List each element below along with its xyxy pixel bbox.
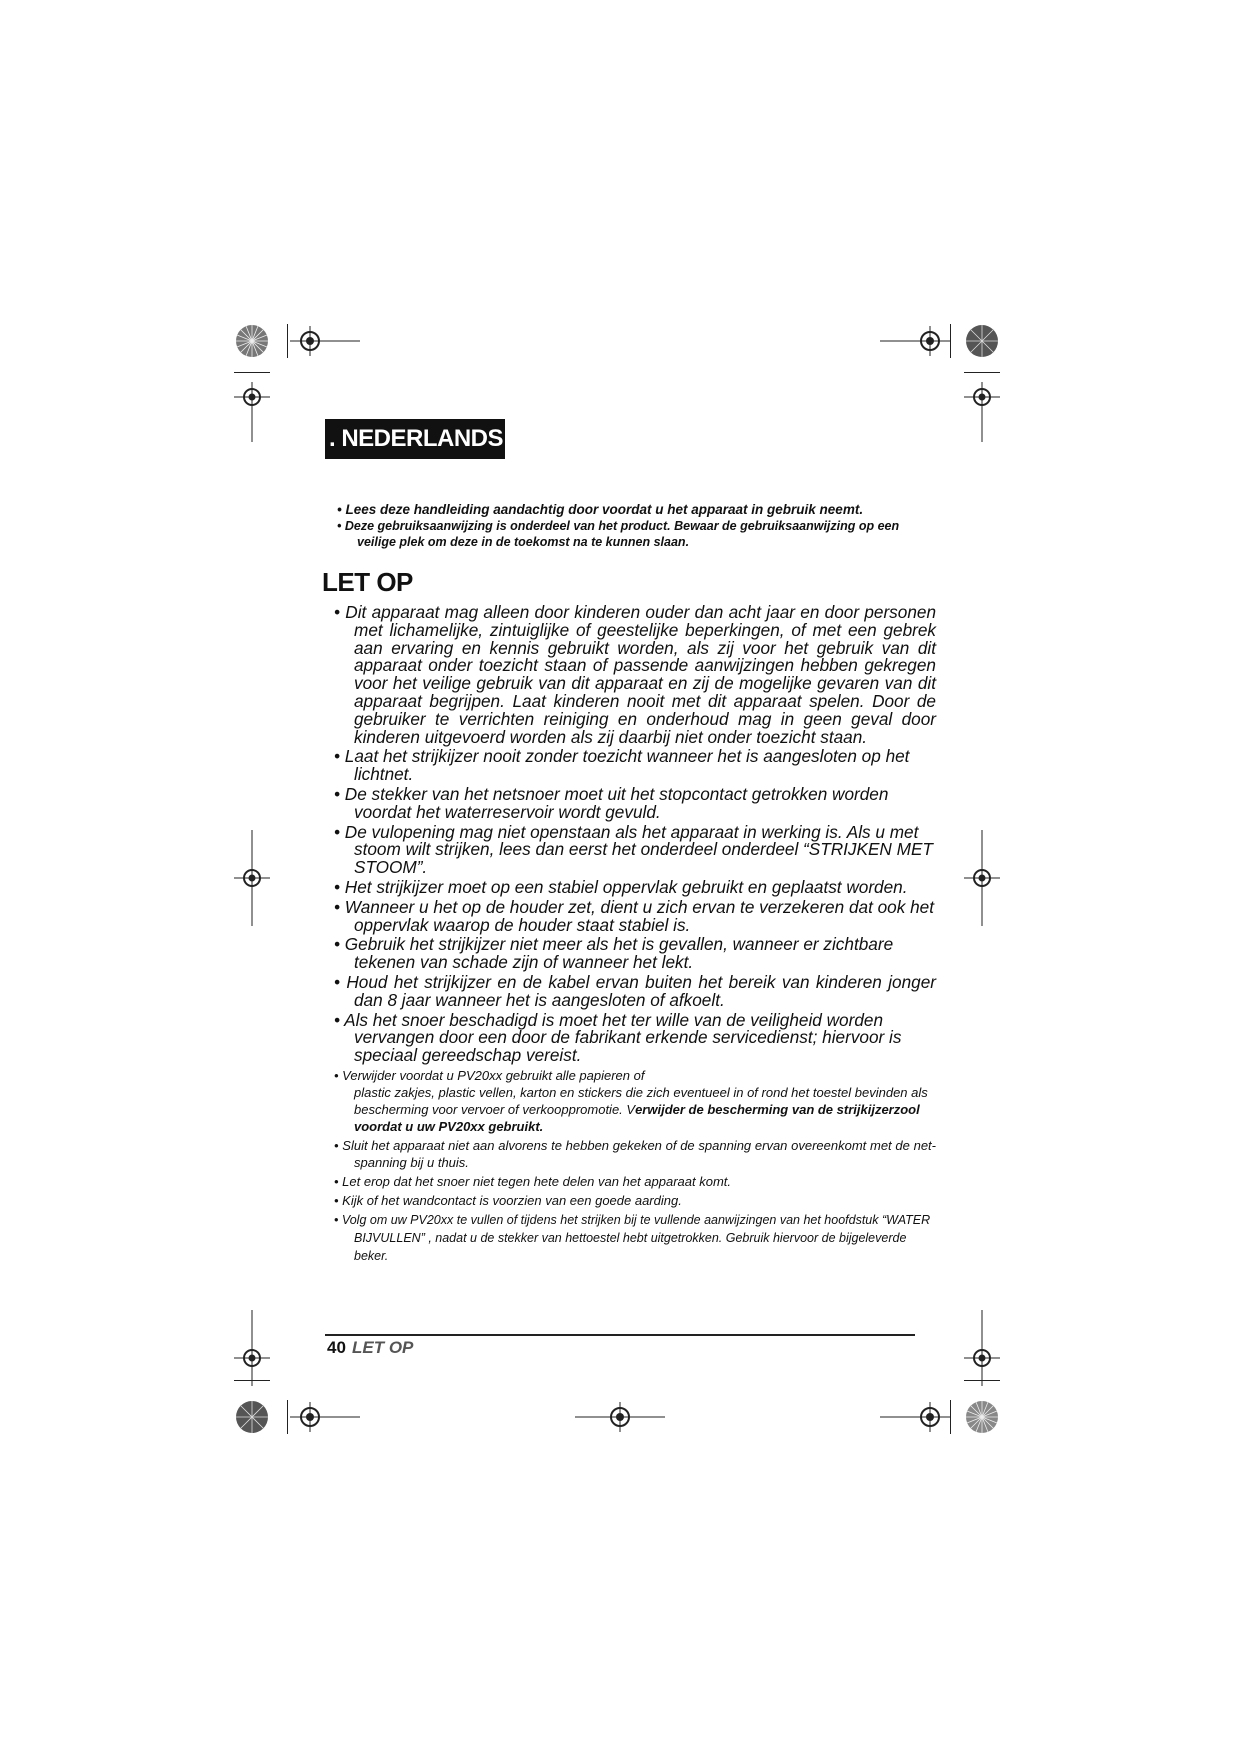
crosshair-mark-bottom-center bbox=[575, 1400, 665, 1434]
warning-item-fill-water: • Volg om uw PV20xx te vullen of tijdens het strijken bij te vullende aanwijzingen van het hoofdstuk “WATER BIJVULLEN” , nadat u de stekker van hettoestel hebt uitgetrokken. Gebruik hiervoor de bijgeleverde beker. bbox=[334, 1212, 931, 1263]
footer-rule bbox=[325, 1334, 915, 1336]
warning-item-voltage: • Sluit het apparaat niet aan alvorens te hebben gekeken of de spanning ervan overeenkomt met de net-spanning bij u thuis. bbox=[334, 1137, 936, 1170]
color-wheel-mark-top-right bbox=[965, 324, 999, 358]
crop-line-bottom-right bbox=[964, 1380, 1000, 1381]
intro-note-keep-manual: • Deze gebruiksaanwijzing is onderdeel van het product. Bewaar de gebruiksaanwijzing op een veilige plek om deze in de toekomst na te kunnen slaan. bbox=[337, 519, 900, 549]
crosshair-mark-left-lower bbox=[234, 1310, 270, 1386]
crosshair-mark-right-upper bbox=[964, 382, 1000, 442]
warning-item-cord: • Let erop dat het snoer niet tegen hete delen van het apparaat komt. bbox=[334, 1173, 731, 1189]
page-number: 40 bbox=[327, 1338, 346, 1357]
crosshair-mark-right-lower bbox=[964, 1310, 1000, 1386]
warning-item-earth: • Kijk of het wandcontact is voorzien van een goede aarding. bbox=[334, 1192, 682, 1208]
crosshair-mark-top-left bbox=[290, 324, 360, 358]
warning-item-remove-packaging bbox=[334, 1067, 936, 1135]
color-wheel-mark-top-left bbox=[235, 324, 269, 358]
warning-item: • Gebruik het strijkijzer niet meer als het is gevallen, wanneer er zichtbare tekenen van schade zijn of wanneer het lekt. bbox=[334, 934, 894, 973]
remove-packaging-line1: • Verwijder voordat u PV20xx gebruikt alle papieren of bbox=[334, 1067, 645, 1083]
warning-item: • Wanneer u het op de houder zet, dient u zich ervan te verzekeren dat ook het oppervlak waarop de houder staat stabiel is. bbox=[334, 896, 935, 935]
crosshair-mark-left-middle bbox=[234, 830, 270, 926]
crosshair-mark-bottom-left bbox=[290, 1400, 360, 1434]
crop-line-top-right bbox=[964, 372, 1000, 373]
warning-list bbox=[334, 604, 936, 1267]
crop-line-vertical-bottom-right bbox=[950, 1400, 951, 1434]
crop-line-vertical-bottom-left bbox=[287, 1400, 288, 1434]
language-banner: . NEDERLANDS bbox=[325, 419, 505, 459]
warning-item: • Houd het strijkijzer en de kabel ervan buiten het bereik van kinderen jonger dan 8 jaar wanneer het is aangesloten of afkoelt. bbox=[334, 971, 936, 1010]
crop-line-top-left bbox=[234, 372, 270, 373]
warning-item: • De stekker van het netsnoer moet uit het stopcontact getrokken worden voordat het waterreservoir wordt gevuld. bbox=[334, 783, 889, 822]
warning-item: • Als het snoer beschadigd is moet het ter wille van de veiligheid worden vervangen door een door de fabrikant erkende servicedienst; hiervoor is speciaal gereedschap vereist. bbox=[334, 1009, 902, 1066]
warning-item: • Laat het strijkijzer nooit zonder toezicht wanneer het is aangesloten op het lichtnet. bbox=[334, 746, 910, 785]
crop-line-bottom-left bbox=[234, 1380, 270, 1381]
intro-notes bbox=[337, 502, 937, 550]
crosshair-mark-right-middle bbox=[964, 830, 1000, 926]
crop-line-vertical-top-right bbox=[950, 324, 951, 358]
warning-item: • Het strijkijzer moet op een stabiel oppervlak gebruikt en geplaatst worden. bbox=[334, 876, 908, 897]
crop-line-vertical-top-left bbox=[287, 324, 288, 358]
warning-item: • Dit apparaat mag alleen door kinderen ouder dan acht jaar en door personen met lichamelijke, zintuiglijke of geestelijke beperkingen, of met een gebrek aan ervaring en kennis gebruikt worden, als zij voor het gebruik van dit apparaat onder toezicht staan of passende aanwijzingen hebben gekregen voor het veilige gebruik van dit apparaat en zij de mogelijke gevaren van dit apparaat begrijpen. Laat kinderen nooit met dit apparaat spelen. Door de gebruiker te verrichten reiniging en onderhoud mag in geen geval door kinderen uitgevoerd worden als zij daarbij niet onder toezicht staan. bbox=[334, 602, 936, 747]
color-wheel-mark-bottom-right bbox=[965, 1400, 999, 1434]
remove-packaging-line2: plastic zakjes, plastic vellen, karton en stickers die zich eventueel in of rond het toestel bevinden als bescherming voor vervoer of verkooppromotie. V bbox=[354, 1084, 928, 1117]
remove-packaging-bold: erwijder de bescherming van de strijkijzerzool voordat u uw PV20xx gebruikt. bbox=[354, 1101, 920, 1134]
crosshair-mark-bottom-right bbox=[880, 1400, 950, 1434]
warning-item: • De vulopening mag niet openstaan als het apparaat in werking is. Als u met stoom wilt strijken, lees dan eerst het onderdeel onderdeel “STRIJKEN MET STOOM”. bbox=[334, 821, 933, 878]
footer-section-title: LET OP bbox=[352, 1338, 414, 1357]
crosshair-mark-left-upper bbox=[234, 382, 270, 442]
crosshair-mark-top-right bbox=[880, 324, 950, 358]
intro-note-read-manual: • Lees deze handleiding aandachtig door voordat u het apparaat in gebruik neemt. bbox=[337, 502, 864, 517]
section-heading: LET OP bbox=[322, 567, 413, 597]
color-wheel-mark-bottom-left bbox=[235, 1400, 269, 1434]
